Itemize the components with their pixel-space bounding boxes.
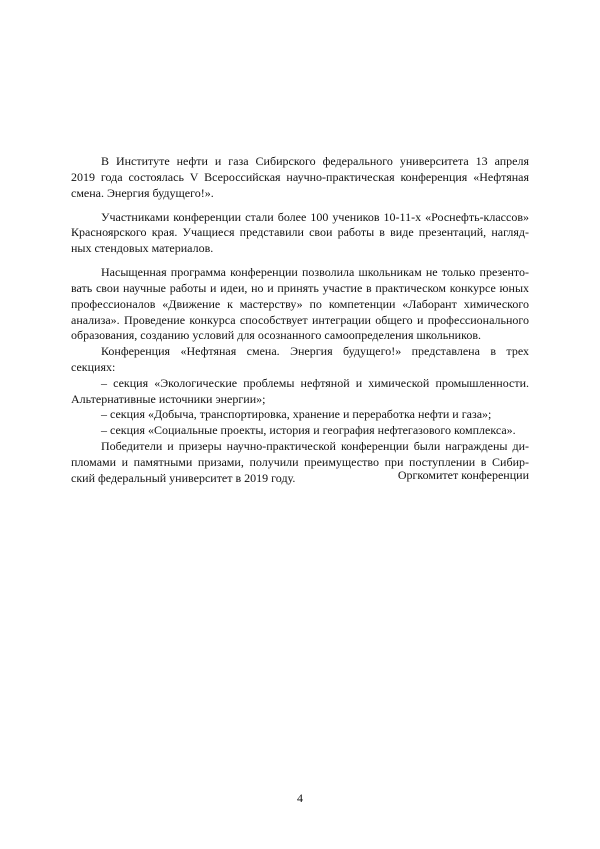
paragraph-2-line-3: ных стендовых материалов. [71, 241, 214, 256]
paragraph-3-line-4: анализа». Проведение конкурса способствует интеграции общего и профессионального [71, 312, 529, 327]
paragraph-1-line-3: смена. Энергия будущего!». [71, 185, 214, 200]
paragraph-5-line-2: пломами и памятными призами, получили преимущество при поступлении в Сибир- [71, 454, 529, 469]
section-item-2: – секция «Добыча, транспортировка, хранение и переработка нефти и газа»; [101, 407, 492, 422]
page-number: 4 [297, 791, 303, 805]
section-item-1-line-2: Альтернативные источники энергии»; [71, 391, 266, 406]
document-body [71, 154, 529, 486]
paragraph-1-line-1: В Институте нефти и газа Сибирского федерального университета 13 апреля [101, 154, 529, 168]
paragraph-4-line-1: Конференция «Нефтяная смена. Энергия будущего!» представлена в трех [101, 344, 529, 359]
section-item-1-line-1: – секция «Экологические проблемы нефтяной и химической промышленности. [101, 375, 529, 390]
paragraph-2-line-1: Участниками конференции стали более 100 учеников 10-11-х «Роснефть-классов» [101, 209, 529, 224]
section-item-3: – секция «Социальные проекты, история и география нефтегазового комплекса». [101, 423, 516, 438]
paragraph-5-line-1: Победители и призеры научно-практической конференции были награждены ди- [101, 438, 529, 453]
paragraph-3-line-1: Насыщенная программа конференции позволила школьникам не только презенто- [101, 265, 529, 280]
paragraph-4-line-2: секциях: [71, 359, 116, 374]
paragraph-3-line-3: профессионалов «Движение к мастерству» по компетенции «Лаборант химического [71, 296, 529, 311]
paragraph-3-line-5: образования, созданию условий для осознанного самоопределения школьников. [71, 328, 481, 343]
paragraph-2-line-2: Красноярского края. Учащиеся представили свои работы в виде презентаций, нагляд- [71, 225, 529, 240]
paragraph-3-line-2: вать свои научные работы и идеи, но и принять участие в практическом конкурсе юных [71, 280, 529, 295]
signature: Оргкомитет конференции [397, 468, 529, 482]
paragraph-5-line-3: ский федеральный университет в 2019 году. [71, 470, 296, 485]
paragraph-1-line-2: 2019 года состоялась V Всероссийская научно-практическая конференция «Нефтяная [71, 169, 529, 184]
